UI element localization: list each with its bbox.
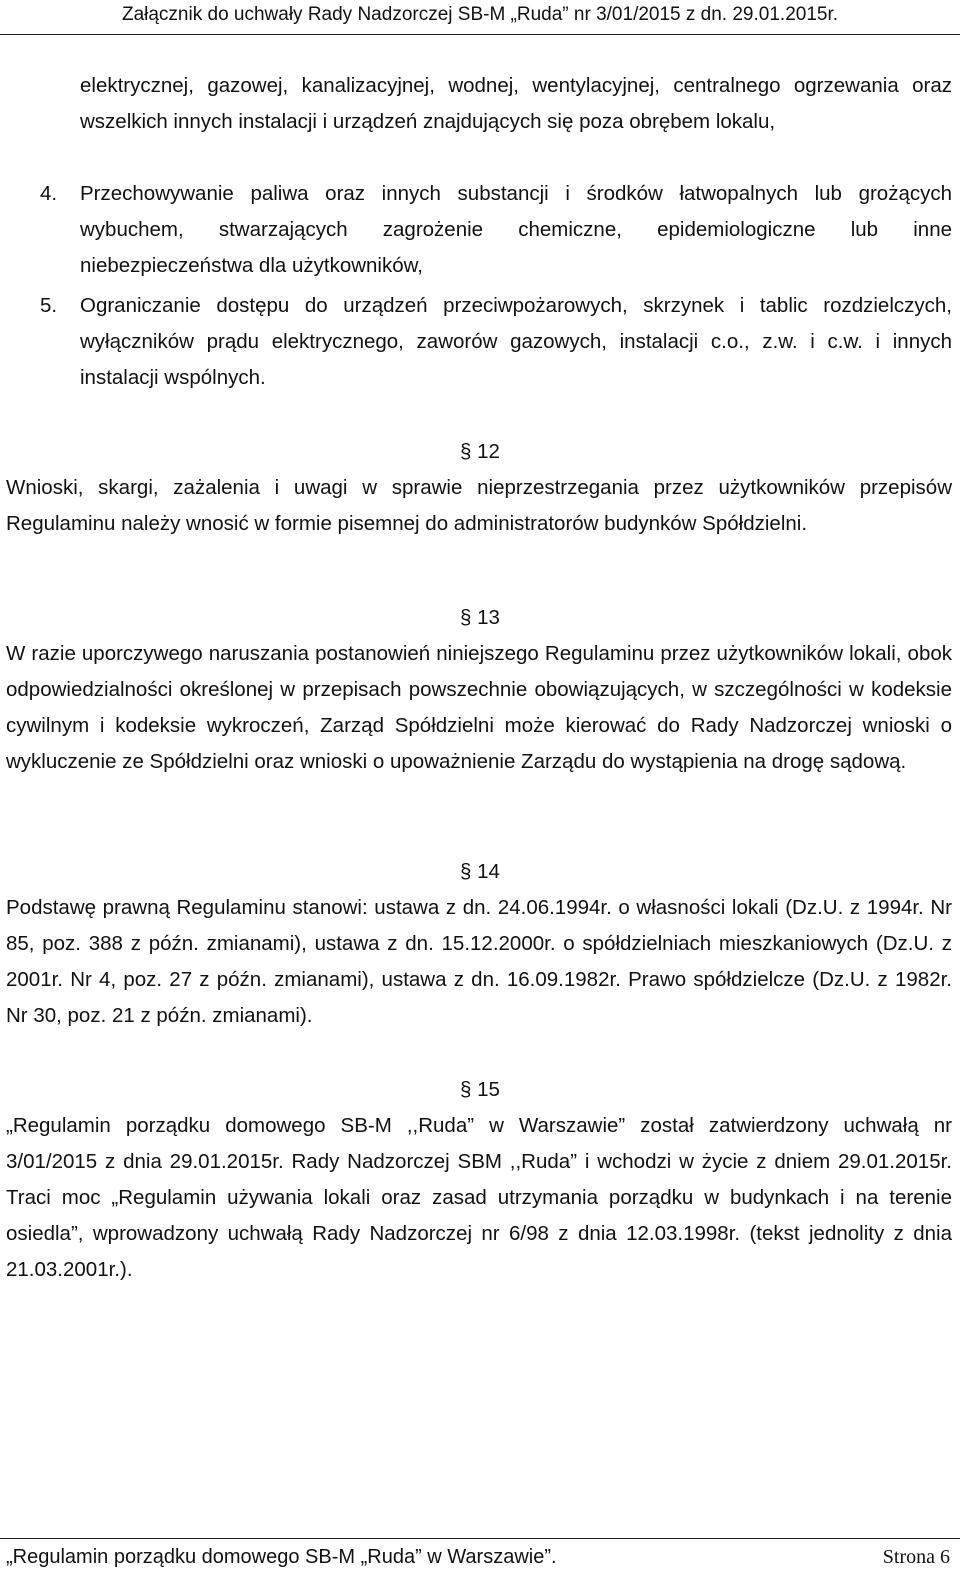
footer-title: „Regulamin porządku domowego SB-M „Ruda” w Warszawie”.	[6, 1546, 557, 1568]
footer-divider	[0, 1538, 960, 1539]
list-continuation: elektrycznej, gazowej, kanalizacyjnej, wodnej, wentylacyjnej, centralnego ogrzewania oraz wszelkich innych instalacji i urządzeń znajdujących się poza obrębem lokalu,	[80, 74, 952, 133]
section-text-15: „Regulamin porządku domowego SB-M ,,Ruda” w Warszawie” został zatwierdzony uchwałą nr 3/01/2015 z dnia 29.01.2015r. Rady Nadzorczej SBM ,,Ruda” i wchodzi w życie z dniem 29.01.2015r. Traci moc „Regulamin używania lokali oraz zasad utrzymania porządku w budynkach i na terenie osiedla”, wprowadzony uchwałą Rady Nadzorczej nr 6/98 z dnia 12.03.1998r. (tekst jednolity z dnia 21.03.2001r.).	[6, 1114, 952, 1281]
section-text-13: W razie uporczywego naruszania postanowień niniejszego Regulaminu przez użytkowników lokali, obok odpowiedzialności określonej w przepisach powszechnie obowiązujących, w szczególności w kodeksie cywilnym i kodeksie wykroczeń, Zarząd Spółdzielni może kierować do Rady Nadzorczej wnioski o wykluczenie ze Spółdzielni oraz wnioski o upoważnienie Zarządu do wystąpienia na drogę sądową.	[6, 642, 952, 773]
list-item	[40, 176, 952, 284]
section-heading-15: § 15	[460, 1078, 500, 1101]
list-item	[40, 288, 952, 396]
header-divider	[0, 34, 960, 35]
section-heading-12: § 12	[460, 440, 500, 463]
page-number: Strona 6	[882, 1546, 950, 1568]
section-heading-14: § 14	[460, 860, 500, 883]
section-heading-13: § 13	[460, 606, 500, 629]
page-header: Załącznik do uchwały Rady Nadzorczej SB-M „Ruda” nr 3/01/2015 z dn. 29.01.2015r.	[121, 4, 839, 25]
list-item-number: 4.	[40, 182, 58, 205]
section-text-14: Podstawę prawną Regulaminu stanowi: ustawa z dn. 24.06.1994r. o własności lokali (Dz.U. z 1994r. Nr 85, poz. 388 z późn. zmianami), ustawa z dn. 15.12.2000r. o spółdzielniach mieszkaniowych (Dz.U. z 2001r. Nr 4, poz. 27 z późn. zmianami), ustawa z dn. 16.09.1982r. Prawo spółdzielcze (Dz.U. z 1982r. Nr 30, poz. 21 z późn. zmianami).	[6, 896, 952, 1027]
list-item-number: 5.	[40, 294, 58, 317]
list-item-text: Ograniczanie dostępu do urządzeń przeciwpożarowych, skrzynek i tablic rozdzielczych, wyłączników prądu elektrycznego, zaworów gazowych, instalacji c.o., z.w. i c.w. i innych instalacji wspólnych.	[80, 294, 952, 389]
list-item-text: Przechowywanie paliwa oraz innych substancji i środków łatwopalnych lub grożących wybuchem, stwarzających zagrożenie chemiczne, epidemiologiczne lub inne niebezpieczeństwa dla użytkowników,	[80, 182, 952, 277]
section-text-12: Wnioski, skargi, zażalenia i uwagi w sprawie nieprzestrzegania przez użytkowników przepisów Regulaminu należy wnosić w formie pisemnej do administratorów budynków Spółdzielni.	[6, 476, 952, 535]
